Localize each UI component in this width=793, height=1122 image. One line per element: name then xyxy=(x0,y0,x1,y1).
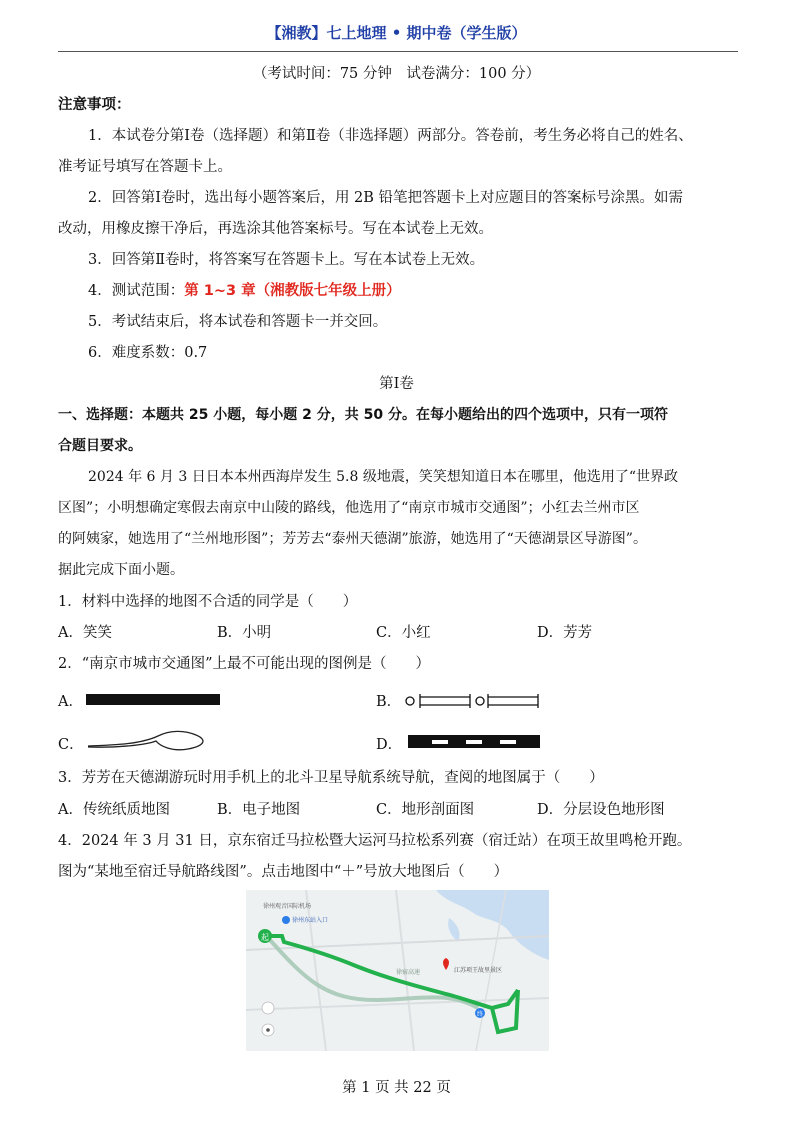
page-header-title: 【湘教】七上地理 • 期中卷（学生版） xyxy=(266,24,527,42)
test-range: 第 1~3 章（湘教版七年级上册） xyxy=(184,283,401,299)
entrance-label: 徐州东站入口 xyxy=(292,917,329,924)
note-item-5: 5．考试结束后，将本试卷和答题卡一并交回。 xyxy=(88,314,388,330)
passage-line-1: 2024 年 6 月 3 日日本本州西海岸发生 5.8 级地震，笑笑想知道日本在哪里，他选用了“世界政 xyxy=(88,469,679,485)
start-marker-label: 起 xyxy=(261,933,269,942)
airport-label: 徐州观音国际机场 xyxy=(263,903,312,910)
navigation-route-map xyxy=(246,890,549,1051)
section-heading-line-1: 一、选择题：本题共 25 小题，每小题 2 分，共 50 分。在每小题给出的四个选项中，只有一项符 xyxy=(58,407,668,423)
question-2-option-a: A． xyxy=(58,694,83,710)
legend-symbol-thick-road xyxy=(86,692,222,708)
passage-line-3: 的阿姨家，她选用了“兰州地形图”；芳芳去“泰州天德湖”旅游，她选用了“天德湖景区导游图”。 xyxy=(58,531,647,547)
note-item-4 xyxy=(88,281,401,301)
passage-line-4: 据此完成下面小题。 xyxy=(58,562,184,578)
note-item-1-line-1: 1．本试卷分第Ⅰ卷（选择题）和第Ⅱ卷（非选择题）两部分。答卷前，考生务必将自己的姓名、 xyxy=(88,128,693,144)
question-3-option-d: D．分层设色地形图 xyxy=(537,802,665,818)
legend-symbol-railway xyxy=(408,734,542,750)
legend-symbol-railway-stations xyxy=(404,690,542,712)
legend-symbol-river-line xyxy=(86,726,212,756)
question-3-option-a: A．传统纸质地图 xyxy=(58,802,170,818)
end-marker-label: 终 xyxy=(476,1011,484,1018)
question-4-stem-line-1: 4．2024 年 3 月 31 日，京东宿迁马拉松暨大运河马拉松系列赛（宿迁站）在项王故里鸣枪开跑。 xyxy=(58,833,692,849)
question-2-option-b: B． xyxy=(376,694,402,710)
page-footer: 第 1 页 共 22 页 xyxy=(342,1080,451,1096)
question-3-stem: 3．芳芳在天德湖游玩时用手机上的北斗卫星导航系统导航，查阅的地图属于（ ） xyxy=(58,770,604,786)
question-2-stem: 2．“南京市城市交通图”上最不可能出现的图例是（ ） xyxy=(58,656,431,672)
road-label: 徐宿高速 xyxy=(396,969,421,976)
exam-info: （考试时间：75 分钟 试卷满分：100 分） xyxy=(252,66,541,82)
note-item-3: 3．回答第Ⅱ卷时，将答案写在答题卡上。写在本试卷上无效。 xyxy=(88,252,485,268)
entrance-pin-icon xyxy=(282,916,290,924)
question-1-option-c: C．小红 xyxy=(376,625,431,641)
question-1-stem: 1．材料中选择的地图不合适的同学是（ ） xyxy=(58,594,358,610)
refresh-control-icon[interactable] xyxy=(262,1002,274,1014)
notes-heading: 注意事项： xyxy=(58,97,131,113)
note-item-2-line-2: 改动，用橡皮擦干净后，再选涂其他答案标号。写在本试卷上无效。 xyxy=(58,221,493,237)
question-1-option-b: B．小明 xyxy=(217,625,272,641)
note-item-6: 6．难度系数：0.7 xyxy=(88,345,208,361)
scenic-label: 江苏项王故里景区 xyxy=(454,967,503,974)
note-item-2-line-1: 2．回答第Ⅰ卷时，选出每小题答案后，用 2B 铅笔把答题卡上对应题目的答案标号涂黑。如需 xyxy=(88,190,684,206)
question-2-option-c: C． xyxy=(58,737,84,753)
question-1-option-d: D．芳芳 xyxy=(537,625,593,641)
question-2-option-d: D． xyxy=(376,737,403,753)
question-3-option-b: B．电子地图 xyxy=(217,802,301,818)
map-graphic xyxy=(246,890,549,1051)
section-title: 第Ⅰ卷 xyxy=(379,376,414,392)
question-4-stem-line-2: 图为“某地至宿迁导航路线图”。点击地图中“＋”号放大地图后（ ） xyxy=(58,864,509,880)
question-1-option-a: A．笑笑 xyxy=(58,625,112,641)
question-3-option-c: C．地形剖面图 xyxy=(376,802,475,818)
header-divider xyxy=(58,51,738,52)
section-heading-line-2: 合题目要求。 xyxy=(58,438,142,454)
note-item-4-prefix: 4．测试范围： xyxy=(88,283,185,299)
passage-line-2: 区图”；小明想确定寒假去南京中山陵的路线，他选用了“南京市城市交通图”；小红去兰州市区 xyxy=(58,500,640,516)
note-item-1-line-2: 准考证号填写在答题卡上。 xyxy=(58,159,232,175)
